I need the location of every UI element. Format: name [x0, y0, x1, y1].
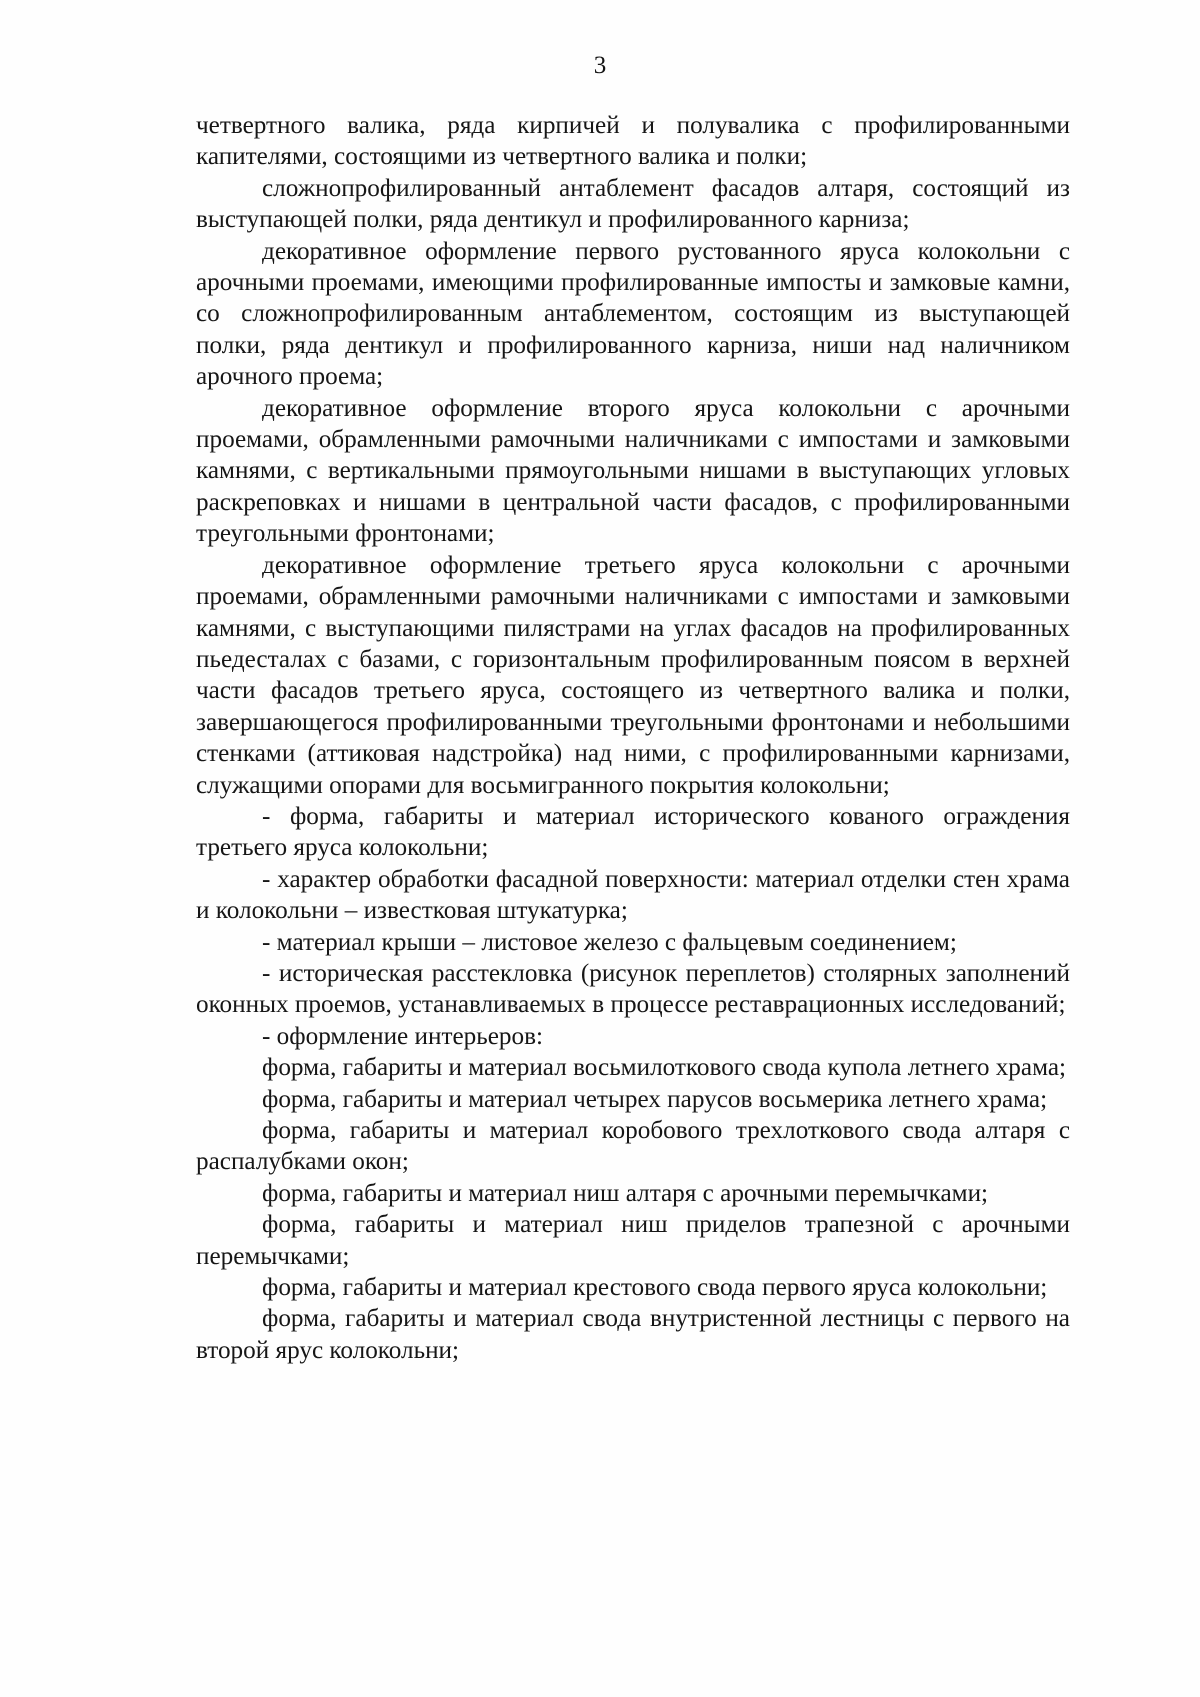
paragraph-14: форма, габариты и материал ниш алтаря с арочными перемычками; — [262, 1179, 989, 1207]
paragraph-13: форма, габариты и материал коробового трехлоткового свода алтаря с распалубками окон; — [196, 1117, 1070, 1176]
paragraph-8: - материал крыши – листовое железо с фальцевым соединением; — [262, 928, 957, 956]
document-body — [196, 110, 1070, 1366]
paragraph-6: - форма, габариты и материал исторического кованого ограждения третьего яруса колокольни; — [196, 802, 1070, 862]
paragraph-16: форма, габариты и материал крестового свода первого яруса колокольни; — [262, 1274, 1048, 1302]
paragraph-5: декоративное оформление третьего яруса колокольни с арочными проемами, обрамленными рамочными наличниками с импостами и замковыми камнями, с выступающими пилястрами на углах фасадов на профилированных пьедесталах с базами, с горизонтальным профилированным поясом в верхней части фасадов третьего яруса, состоящего из четвертного валика и полки, завершающегося профилированными треугольными фронтонами и небольшими стенками (аттиковая надстройка) над ними, с профилированными карнизами, служащими опорами для восьмигранного покрытия колокольни; — [196, 551, 1070, 799]
paragraph-12: форма, габариты и материал четырех парусов восьмерика летнего храма; — [262, 1085, 1048, 1113]
paragraph-1: четвертного валика, ряда кирпичей и полувалика с профилированными капителями, состоящими из четвертного валика и полки; — [196, 112, 1070, 171]
paragraph-10: - оформление интерьеров: — [262, 1022, 544, 1050]
paragraph-3: декоративное оформление первого рустованного яруса колокольни с арочными проемами, имеющими профилированные импосты и замковые камни, со сложнопрофилированным антаблементом, состоящим из выступающей полки, ряда дентикул и профилированного карниза, ниши над наличником арочного проема; — [196, 237, 1070, 391]
paragraph-2: сложнопрофилированный антаблемент фасадов алтаря, состоящий из выступающей полки, ряда дентикул и профилированного карниза; — [196, 174, 1070, 234]
paragraph-9: - историческая расстекловка (рисунок переплетов) столярных заполнений оконных проемов, устанавливаемых в процессе реставрационных исследований; — [196, 959, 1070, 1019]
paragraph-15: форма, габариты и материал ниш приделов трапезной с арочными перемычками; — [196, 1211, 1070, 1270]
paragraph-4: декоративное оформление второго яруса колокольни с арочными проемами, обрамленными рамочными наличниками с импостами и замковыми камнями, с вертикальными прямоугольными нишами в выступающих угловых раскреповках и нишами в центральной части фасадов, с профилированными треугольными фронтонами; — [196, 394, 1070, 548]
paragraph-11: форма, габариты и материал восьмилоткового свода купола летнего храма; — [262, 1054, 1067, 1082]
paragraph-17: форма, габариты и материал свода внутристенной лестницы с первого на второй ярус колокольни; — [196, 1305, 1070, 1364]
paragraph-7: - характер обработки фасадной поверхности: материал отделки стен храма и колокольни – известковая штукатурка; — [196, 865, 1070, 925]
page-number: 3 — [593, 52, 607, 79]
